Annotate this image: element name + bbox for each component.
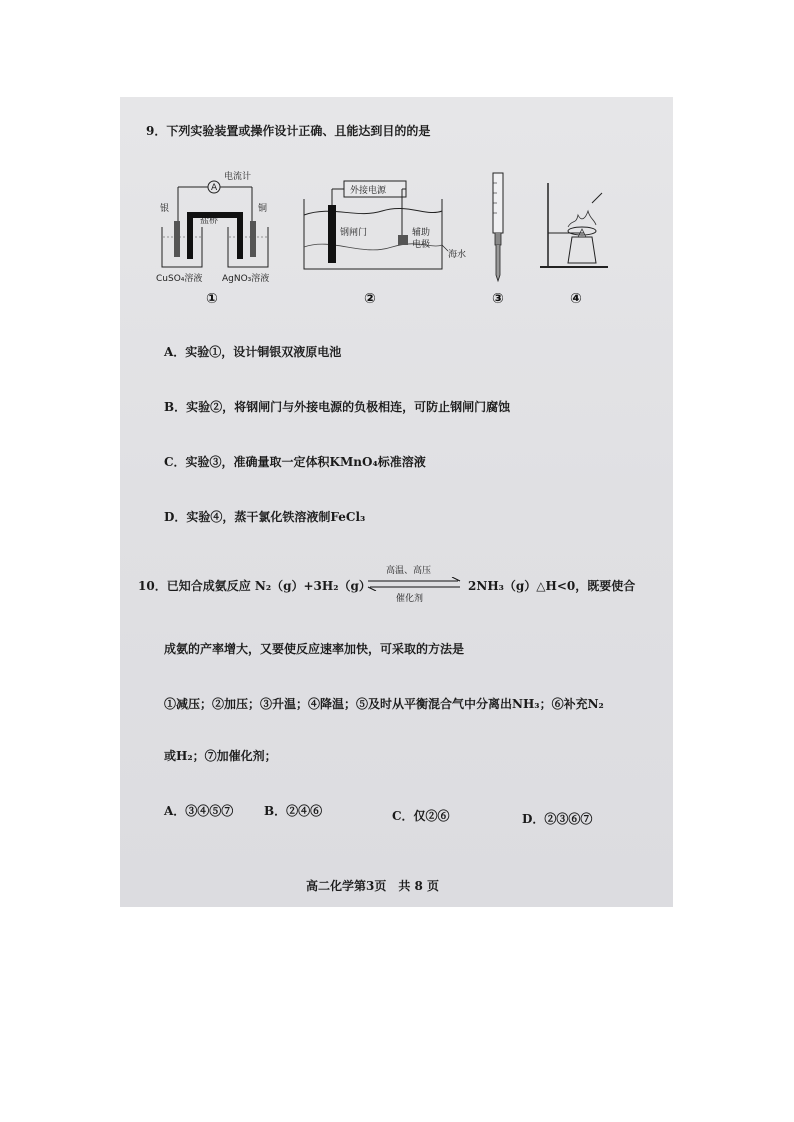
meter-label: 电流计 [224,172,252,182]
figure-3-number: ③ [492,291,504,307]
figure-1-number: ① [206,291,218,307]
q9-option-a: A．实验①，设计铜银双液原电池 [164,345,342,359]
q10-line4: 或H₂；⑦加催化剂； [164,749,277,763]
figure-2-steel-gate [302,177,467,307]
figure-4-number: ④ [570,291,582,307]
figure-1-galvanic-cell [156,167,276,307]
q10-suffix: 2NH₃（g）△H<0，既要使合 [468,579,636,593]
right-electrode-label: 铜 [258,204,268,214]
q10-prefix: 10．已知合成氨反应 N₂（g）+3H₂（g） [138,579,371,593]
figure-3-burette [484,169,514,307]
page-footer: 高二化学第3页 共 8 页 [306,879,440,893]
aux-electrode-label-2: 电极 [412,240,431,250]
seawater-label: 海水 [448,250,467,260]
q9-option-d: D．实验④，蒸干氯化铁溶液制FeCl₃ [164,510,366,524]
figure-2-number: ② [364,291,376,307]
q10-option-c: C．仅②⑥ [392,809,450,823]
q10-option-a: A．③④⑤⑦ [164,804,234,818]
ammeter-symbol: A [211,183,218,193]
q10-arrow-top: 高温、高压 [386,566,432,576]
q10-arrow-bottom: 催化剂 [396,594,424,604]
q10-line2: 成氨的产率增大，又要使反应速率加快，可采取的方法是 [164,642,465,656]
gate-label: 钢闸门 [340,228,368,238]
q10-option-b: B．②④⑥ [264,804,323,818]
right-solution-label: AgNO₃溶液 [222,274,270,284]
salt-bridge-label: 盐桥 [200,216,219,226]
q9-stem: 9．下列实验装置或操作设计正确、且能达到目的的是 [146,124,431,138]
figure-4-evaporation [538,175,618,307]
q10-line3: ①减压；②加压；③升温；④降温；⑤及时从平衡混合气中分离出NH₃；⑥补充N₂ [164,697,604,711]
exam-page [120,97,673,907]
left-solution-label: CuSO₄溶液 [156,274,203,284]
aux-electrode-label-1: 辅助 [412,228,431,238]
power-label: 外接电源 [350,186,387,196]
q9-option-b: B．实验②，将钢闸门与外接电源的负极相连，可防止钢闸门腐蚀 [164,400,511,414]
left-electrode-label: 银 [160,204,170,214]
equilibrium-arrow-icon [366,577,462,591]
q10-option-d: D．②③⑥⑦ [522,812,593,826]
q9-option-c: C．实验③，准确量取一定体积KMnO₄标准溶液 [164,455,426,469]
